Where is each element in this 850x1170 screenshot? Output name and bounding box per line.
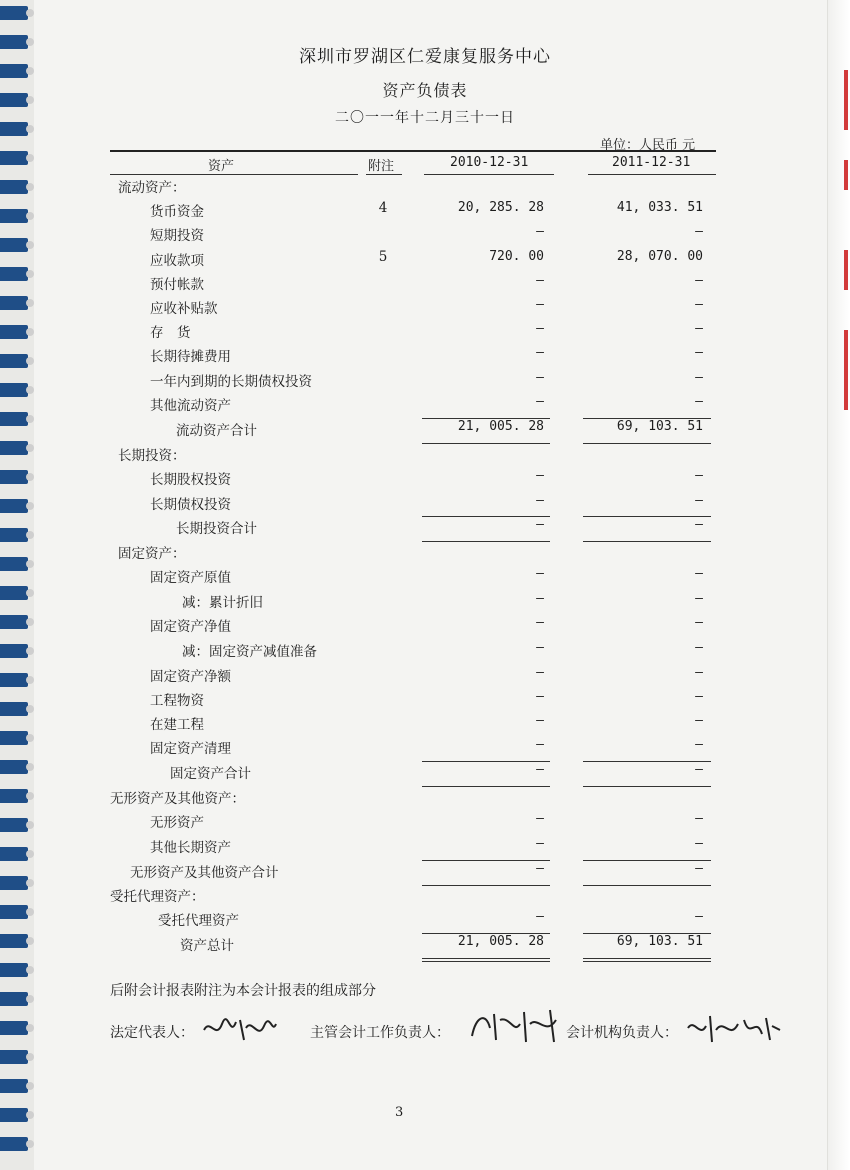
- row-label: 固定资产清理: [150, 741, 231, 757]
- row-label: 减：累计折旧: [182, 595, 263, 611]
- value-2010: –: [536, 321, 544, 336]
- table-row: [0, 200, 850, 222]
- subtotal-rule: [422, 443, 550, 444]
- subtotal-rule: [583, 443, 711, 444]
- row-label: 受托代理资产: [158, 913, 239, 929]
- col-asset: 资产: [208, 159, 235, 174]
- subtotal-rule: [422, 516, 550, 517]
- value-2011: –: [695, 762, 703, 777]
- value-2011: 69, 103. 51: [616, 934, 703, 949]
- row-label: 在建工程: [150, 717, 204, 733]
- value-2011: –: [695, 640, 703, 655]
- table-row: [0, 176, 850, 198]
- table-row: [0, 689, 850, 711]
- row-label: 资产总计: [180, 938, 234, 954]
- col-2010: 2010-12-31: [450, 155, 529, 170]
- row-label: 无形资产: [150, 815, 204, 831]
- value-2010: –: [536, 640, 544, 655]
- col-note: 附注: [368, 159, 395, 174]
- legal-rep-label: 法定代表人：: [110, 1025, 194, 1041]
- subtotal-rule: [583, 418, 711, 419]
- row-label: 存 货: [150, 325, 191, 341]
- table-row: [0, 493, 850, 515]
- table-row: [0, 542, 850, 564]
- subtotal-rule: [422, 958, 550, 959]
- value-2010: –: [536, 836, 544, 851]
- table-row: [0, 394, 850, 416]
- value-2011: –: [695, 811, 703, 826]
- table-row: [0, 419, 850, 441]
- currency-unit: 单位：人民币 元: [600, 138, 696, 153]
- table-row: [0, 273, 850, 295]
- row-label: 长期待摊费用: [150, 349, 231, 365]
- value-2011: –: [695, 861, 703, 876]
- value-2011: –: [695, 689, 703, 704]
- table-row: [0, 370, 850, 392]
- value-2011: –: [695, 836, 703, 851]
- row-label: 应收补贴款: [150, 301, 218, 317]
- value-2011: –: [695, 713, 703, 728]
- chief-accountant-signature: [466, 1006, 566, 1046]
- value-2010: –: [536, 665, 544, 680]
- table-row: [0, 640, 850, 662]
- value-2011: –: [695, 468, 703, 483]
- row-label: 应收款项: [150, 253, 204, 269]
- sheet-title: 资产负债表: [382, 81, 468, 100]
- table-row: [0, 909, 850, 931]
- value-2011: –: [695, 615, 703, 630]
- subtotal-rule: [422, 885, 550, 886]
- row-note: 5: [378, 249, 388, 265]
- value-2010: –: [536, 297, 544, 312]
- row-label: 其他长期资产: [150, 840, 231, 856]
- row-label: 工程物资: [150, 693, 204, 709]
- value-2010: –: [536, 224, 544, 239]
- subtotal-rule: [422, 786, 550, 787]
- footer-remark: 后附会计报表附注为本会计报表的组成部分: [110, 983, 376, 999]
- row-label: 短期投资: [150, 228, 204, 244]
- value-2010: –: [536, 370, 544, 385]
- dept-head-label: 会计机构负责人：: [566, 1025, 678, 1041]
- header-top-rule: [110, 150, 716, 152]
- value-2011: –: [695, 909, 703, 924]
- value-2011: –: [695, 297, 703, 312]
- row-label: 固定资产合计: [170, 766, 251, 782]
- row-label: 长期投资合计: [176, 521, 257, 537]
- row-label: 固定资产：: [118, 546, 186, 562]
- value-2011: –: [695, 321, 703, 336]
- row-label: 流动资产：: [118, 180, 186, 196]
- value-2011: 28, 070. 00: [616, 249, 703, 264]
- row-label: 预付帐款: [150, 277, 204, 293]
- header-rule: [588, 174, 716, 175]
- value-2010: –: [536, 591, 544, 606]
- table-row: [0, 934, 850, 956]
- value-2011: –: [695, 591, 703, 606]
- subtotal-rule: [583, 961, 711, 962]
- subtotal-rule: [583, 541, 711, 542]
- value-2011: 41, 033. 51: [616, 200, 703, 215]
- value-2011: –: [695, 273, 703, 288]
- row-label: 长期债权投资: [150, 497, 231, 513]
- row-label: 流动资产合计: [176, 423, 257, 439]
- table-row: [0, 713, 850, 735]
- subtotal-rule: [422, 761, 550, 762]
- table-row: [0, 885, 850, 907]
- value-2010: –: [536, 566, 544, 581]
- subtotal-rule: [583, 885, 711, 886]
- subtotal-rule: [422, 860, 550, 861]
- table-row: [0, 224, 850, 246]
- page-number: 3: [395, 1105, 404, 1120]
- row-note: 4: [378, 200, 388, 216]
- value-2010: –: [536, 345, 544, 360]
- row-label: 受托代理资产：: [110, 889, 205, 905]
- value-2010: –: [536, 909, 544, 924]
- subtotal-rule: [583, 761, 711, 762]
- value-2010: –: [536, 493, 544, 508]
- value-2010: –: [536, 517, 544, 532]
- value-2011: –: [695, 566, 703, 581]
- row-label: 一年内到期的长期债权投资: [150, 374, 312, 390]
- value-2011: –: [695, 345, 703, 360]
- row-label: 货币资金: [150, 204, 204, 220]
- value-2011: 69, 103. 51: [616, 419, 703, 434]
- chief-accountant-label: 主管会计工作负责人：: [310, 1025, 450, 1041]
- header-rule: [110, 174, 358, 175]
- table-row: [0, 321, 850, 343]
- row-label: 固定资产净额: [150, 669, 231, 685]
- header-rule: [366, 174, 402, 175]
- table-row: [0, 737, 850, 759]
- subtotal-rule: [422, 961, 550, 962]
- header-rule: [424, 174, 554, 175]
- subtotal-rule: [422, 933, 550, 934]
- table-row: [0, 249, 850, 271]
- value-2010: –: [536, 713, 544, 728]
- row-label: 无形资产及其他资产：: [110, 791, 245, 807]
- row-label: 长期股权投资: [150, 472, 231, 488]
- value-2011: –: [695, 517, 703, 532]
- value-2010: 20, 285. 28: [457, 200, 544, 215]
- table-row: [0, 591, 850, 613]
- table-row: [0, 811, 850, 833]
- value-2010: 21, 005. 28: [457, 934, 544, 949]
- table-row: [0, 787, 850, 809]
- table-row: [0, 861, 850, 883]
- legal-rep-signature: [200, 1010, 280, 1046]
- table-row: [0, 615, 850, 637]
- subtotal-rule: [583, 786, 711, 787]
- subtotal-rule: [583, 516, 711, 517]
- report-date: 二〇一一年十二月三十一日: [335, 110, 515, 126]
- value-2011: –: [695, 493, 703, 508]
- value-2010: 21, 005. 28: [457, 419, 544, 434]
- value-2011: –: [695, 737, 703, 752]
- table-row: [0, 836, 850, 858]
- value-2011: –: [695, 394, 703, 409]
- subtotal-rule: [583, 860, 711, 861]
- table-row: [0, 762, 850, 784]
- table-row: [0, 517, 850, 539]
- table-row: [0, 444, 850, 466]
- subtotal-rule: [422, 418, 550, 419]
- value-2010: –: [536, 762, 544, 777]
- value-2010: –: [536, 468, 544, 483]
- table-row: [0, 468, 850, 490]
- row-label: 减：固定资产减值准备: [182, 644, 317, 660]
- value-2010: –: [536, 737, 544, 752]
- row-label: 长期投资：: [118, 448, 186, 464]
- value-2010: –: [536, 811, 544, 826]
- subtotal-rule: [583, 933, 711, 934]
- value-2011: –: [695, 370, 703, 385]
- value-2011: –: [695, 665, 703, 680]
- value-2010: 720. 00: [489, 249, 544, 264]
- row-label: 其他流动资产: [150, 398, 231, 414]
- org-name: 深圳市罗湖区仁爱康复服务中心: [299, 47, 551, 67]
- table-row: [0, 566, 850, 588]
- value-2011: –: [695, 224, 703, 239]
- subtotal-rule: [422, 541, 550, 542]
- row-label: 无形资产及其他资产合计: [130, 865, 279, 881]
- subtotal-rule: [583, 958, 711, 959]
- col-2011: 2011-12-31: [612, 155, 691, 170]
- value-2010: –: [536, 615, 544, 630]
- table-row: [0, 297, 850, 319]
- table-row: [0, 345, 850, 367]
- value-2010: –: [536, 273, 544, 288]
- dept-head-signature: [684, 1010, 784, 1046]
- value-2010: –: [536, 394, 544, 409]
- value-2010: –: [536, 861, 544, 876]
- row-label: 固定资产原值: [150, 570, 231, 586]
- row-label: 固定资产净值: [150, 619, 231, 635]
- table-row: [0, 665, 850, 687]
- value-2010: –: [536, 689, 544, 704]
